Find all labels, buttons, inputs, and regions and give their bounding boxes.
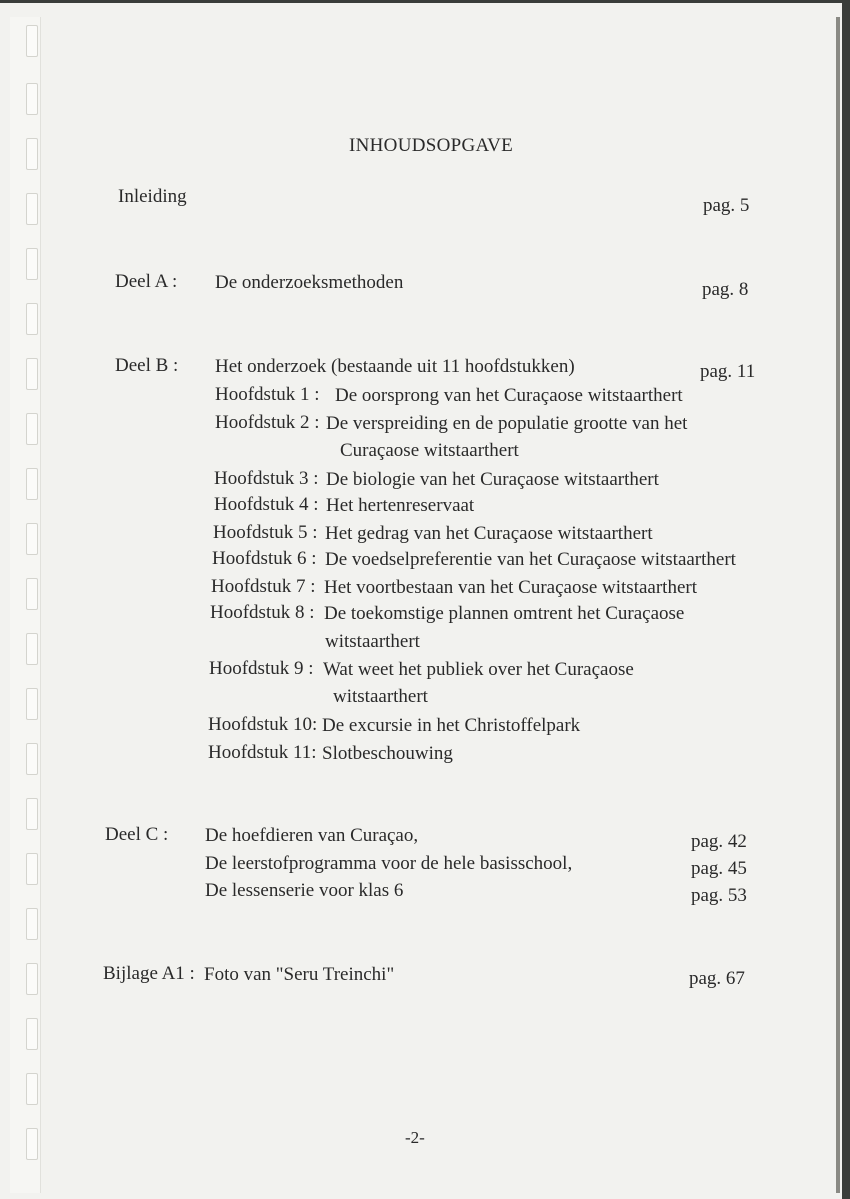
chapter-8-text-cont: witstaarthert — [325, 631, 420, 652]
binding-hole — [26, 468, 38, 500]
toc-deel-b-label: Deel B : — [115, 355, 179, 376]
binding-hole — [26, 1128, 38, 1160]
chapter-2-text: De verspreiding en de populatie grootte van het — [326, 413, 688, 434]
binding-hole — [26, 578, 38, 610]
chapter-6-label: Hoofdstuk 6 : — [212, 548, 317, 569]
chapter-8-text: De toekomstige plannen omtrent het Curaçaose — [324, 603, 685, 624]
binding-hole — [26, 963, 38, 995]
chapter-10-label: Hoofdstuk 10: — [208, 714, 318, 735]
chapter-6-text: De voedselpreferentie van het Curaçaose witstaarthert — [325, 549, 736, 570]
chapter-2-label: Hoofdstuk 2 : — [215, 412, 320, 433]
binding-hole — [26, 1073, 38, 1105]
binding-hole — [26, 523, 38, 555]
binding-hole — [26, 798, 38, 830]
page-number: -2- — [405, 1128, 425, 1147]
binding-hole — [26, 633, 38, 665]
binding-hole — [26, 25, 38, 57]
chapter-9-label: Hoofdstuk 9 : — [209, 658, 314, 679]
chapter-11-label: Hoofdstuk 11: — [208, 742, 317, 763]
binding-hole — [26, 413, 38, 445]
toc-deel-c-label: Deel C : — [105, 824, 169, 845]
binding-hole — [26, 248, 38, 280]
toc-deel-a-label: Deel A : — [115, 271, 178, 292]
chapter-5-label: Hoofdstuk 5 : — [213, 522, 318, 543]
binding-hole — [26, 83, 38, 115]
binding-hole — [26, 908, 38, 940]
chapter-9-text-cont: witstaarthert — [333, 686, 428, 707]
chapter-2-text-cont: Curaçaose witstaarthert — [340, 440, 519, 461]
toc-deel-c-item-2-page: pag. 45 — [691, 858, 747, 879]
binding-hole — [26, 743, 38, 775]
binding-hole — [26, 303, 38, 335]
binding-hole — [26, 138, 38, 170]
toc-bijlage-page: pag. 67 — [689, 968, 745, 989]
binding-hole — [26, 853, 38, 885]
chapter-3-label: Hoofdstuk 3 : — [214, 468, 319, 489]
toc-deel-c-item-2: De leerstofprogramma voor de hele basisschool, — [205, 853, 573, 874]
chapter-3-text: De biologie van het Curaçaose witstaarthert — [326, 469, 659, 490]
toc-deel-b-text: Het onderzoek (bestaande uit 11 hoofdstukken) — [215, 356, 575, 377]
toc-inleiding-label: Inleiding — [118, 186, 187, 207]
chapter-7-text: Het voortbestaan van het Curaçaose witstaarthert — [324, 577, 697, 598]
chapter-4-label: Hoofdstuk 4 : — [214, 494, 319, 515]
chapter-8-label: Hoofdstuk 8 : — [210, 602, 315, 623]
toc-deel-a-text: De onderzoeksmethoden — [215, 272, 404, 293]
toc-deel-c-item-3: De lessenserie voor klas 6 — [205, 880, 404, 901]
binding-hole — [26, 1018, 38, 1050]
page-edge — [836, 17, 840, 1193]
page-title: INHOUDSOPGAVE — [349, 135, 514, 156]
toc-deel-b-page: pag. 11 — [700, 361, 756, 382]
toc-deel-c-item-1-page: pag. 42 — [691, 831, 747, 852]
chapter-10-text: De excursie in het Christoffelpark — [322, 715, 581, 736]
binding-hole — [26, 688, 38, 720]
chapter-1-text: De oorsprong van het Curaçaose witstaarthert — [335, 385, 683, 406]
toc-deel-a-page: pag. 8 — [702, 279, 749, 300]
chapter-1-label: Hoofdstuk 1 : — [215, 384, 320, 405]
toc-deel-c-item-3-page: pag. 53 — [691, 885, 747, 906]
toc-deel-c-item-1: De hoefdieren van Curaçao, — [205, 825, 419, 846]
binding-hole — [26, 358, 38, 390]
toc-bijlage-label: Bijlage A1 : — [103, 963, 195, 984]
toc-inleiding-page: pag. 5 — [703, 195, 750, 216]
document-page — [0, 3, 842, 1199]
toc-bijlage-text: Foto van "Seru Treinchi" — [204, 964, 395, 985]
chapter-11-text: Slotbeschouwing — [322, 743, 453, 764]
binding-hole — [26, 193, 38, 225]
chapter-9-text: Wat weet het publiek over het Curaçaose — [323, 659, 634, 680]
chapter-7-label: Hoofdstuk 7 : — [211, 576, 316, 597]
chapter-5-text: Het gedrag van het Curaçaose witstaarthert — [325, 523, 653, 544]
chapter-4-text: Het hertenreservaat — [326, 495, 475, 516]
